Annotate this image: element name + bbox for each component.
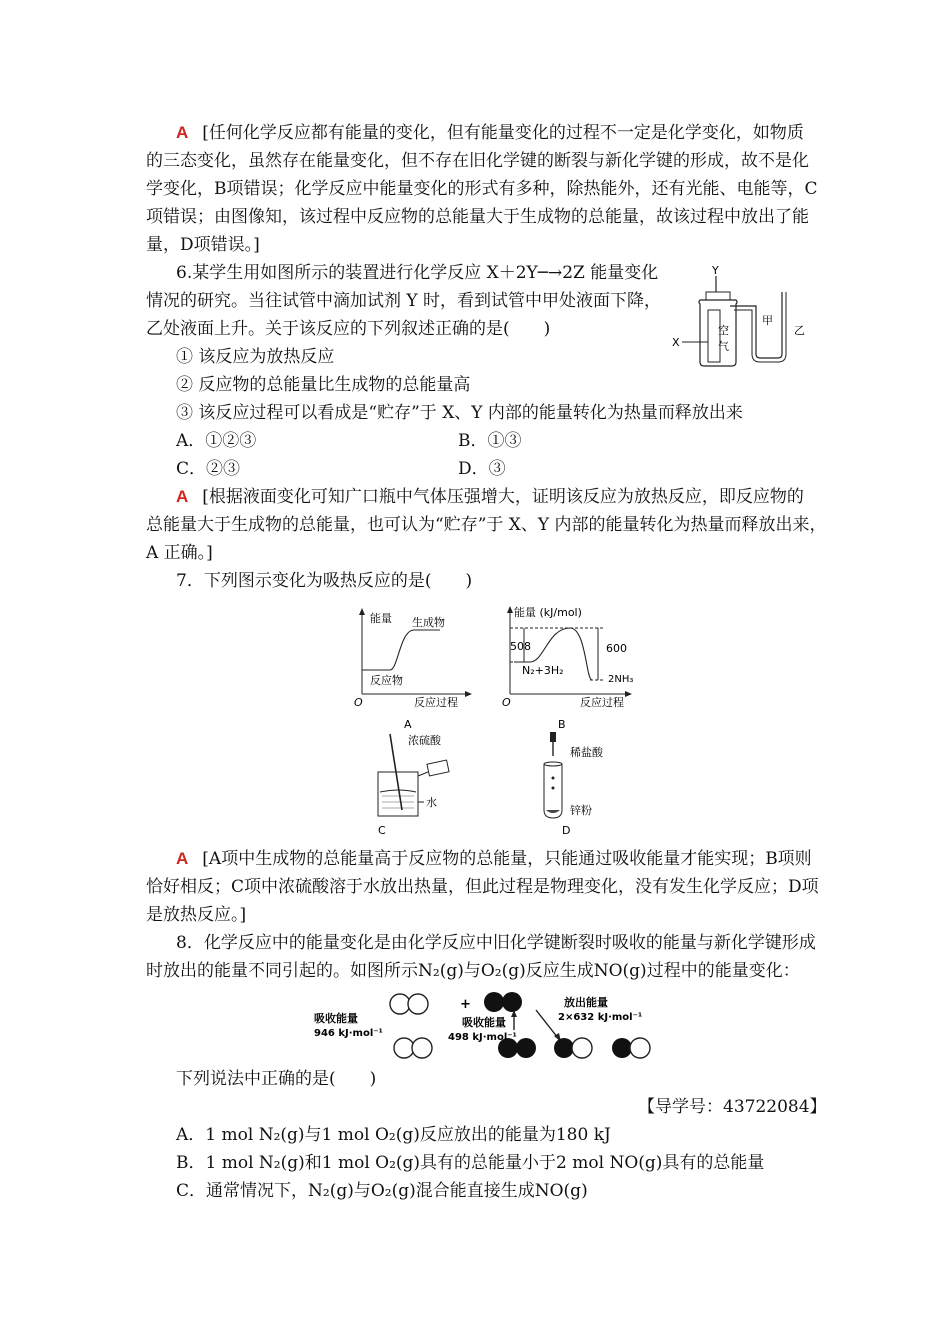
- q5-answer-letter: A: [176, 123, 189, 142]
- q8-question: 下列说法中正确的是( ): [176, 1069, 377, 1089]
- q7d-caption: D: [562, 824, 571, 837]
- q7c-water: 水: [426, 796, 437, 809]
- q7-figure-c: [368, 730, 478, 838]
- q7-figure-d: [540, 730, 640, 838]
- q6-apparatus-figure: [668, 262, 818, 372]
- q7-figure-b: [500, 602, 645, 732]
- q8-absorb1: 吸收能量: [314, 1012, 358, 1025]
- q8-option-b: B．1 mol N₂(g)和1 mol O₂(g)具有的总能量小于2 mol NO(g)具有的总能量: [176, 1153, 765, 1173]
- q8-guide-number: 【导学号：43722084】: [638, 1097, 827, 1117]
- q7a-x-axis: 反应过程: [414, 696, 458, 709]
- q8-stem-line-1: 8．化学反应中的能量变化是由化学反应中旧化学键断裂时吸收的能量与新化学键形成: [176, 933, 816, 953]
- q7-answer-letter: A: [176, 849, 189, 868]
- q7c-caption: C: [378, 824, 386, 837]
- q7d-acid: 稀盐酸: [570, 746, 603, 759]
- q6-fig-jia: 甲: [762, 314, 773, 327]
- q6-statement-1: ① 该反应为放热反应: [176, 347, 335, 367]
- q6-option-b: B．①③: [458, 431, 522, 451]
- q7b-y-axis: 能量 (kJ/mol): [514, 606, 582, 619]
- q7b-origin: O: [502, 696, 511, 709]
- q8-absorb1-val: 946 kJ·mol⁻¹: [314, 1028, 383, 1039]
- q6-fig-x-label: X: [672, 336, 680, 349]
- q6-fig-kong: 空: [718, 324, 729, 337]
- q6-stem-line-1: 6.某学生用如图所示的装置进行化学反应 X＋2Y─→2Z 能量变化: [176, 263, 659, 283]
- q7b-caption: B: [558, 718, 566, 731]
- q8-plus: +: [460, 997, 471, 1012]
- q6-answer-line-2: 总能量大于生成物的总能量，也可认为“贮存”于 X、Y 内部的能量转化为热量而释放出来，: [146, 515, 827, 535]
- q5-answer-line-1: [176, 122, 804, 144]
- q7b-reactant: N₂+3H₂: [522, 664, 564, 677]
- q6-answer-line-3: A 正确。]: [146, 543, 213, 563]
- q6-stem-line-3: 乙处液面上升。关于该反应的下列叙述正确的是( ): [146, 319, 551, 339]
- q6-fig-yi: 乙: [794, 324, 805, 337]
- q7-stem: 7．下列图示变化为吸热反应的是( ): [176, 571, 473, 591]
- q6-option-c: C．②③: [176, 459, 241, 479]
- q6-fig-qi: 气: [718, 340, 729, 353]
- q6-option-d: D．③: [458, 459, 506, 479]
- q7-figure-a: [352, 606, 482, 731]
- q7c-acid: 浓硫酸: [408, 734, 441, 747]
- q6-fig-y-label: Y: [712, 264, 719, 277]
- q7-answer-line-2: 恰好相反；C项中浓硫酸溶于水放出热量，但此过程是物理变化，没有发生化学反应；D项: [146, 877, 819, 897]
- q8-absorb2-val: 498 kJ·mol⁻¹: [448, 1032, 517, 1043]
- q6-stem-line-2: 情况的研究。当往试管中滴加试剂 Y 时，看到试管中甲处液面下降，: [146, 291, 662, 311]
- q7b-x-axis: 反应过程: [580, 696, 624, 709]
- q6-option-a: A．①②③: [176, 431, 257, 451]
- q5-answer-line-5: 量，D项错误。]: [146, 235, 260, 255]
- q8-absorb2: 吸收能量: [462, 1016, 506, 1029]
- q8-bond-energy-figure: [314, 986, 664, 1062]
- q6-statement-2: ② 反应物的总能量比生成物的总能量高: [176, 375, 471, 395]
- q7b-508: 508: [510, 640, 531, 653]
- q8-release: 放出能量: [564, 996, 608, 1009]
- q7a-reactant: 反应物: [370, 674, 403, 687]
- q7-answer-line-1: [176, 848, 812, 870]
- q5-answer-text-1: [任何化学反应都有能量的变化，但有能量变化的过程不一定是化学变化，如物质: [202, 123, 804, 143]
- q6-answer-letter: A: [176, 487, 189, 506]
- q7-answer-text-1: [A项中生成物的总能量高于反应物的总能量，只能通过吸收能量才能实现；B项则: [202, 849, 812, 869]
- q7a-origin: O: [354, 696, 363, 709]
- q7a-caption: A: [404, 718, 412, 731]
- q7d-zinc: 锌粉: [570, 804, 592, 817]
- q8-option-a: A．1 mol N₂(g)与1 mol O₂(g)反应放出的能量为180 kJ: [176, 1125, 611, 1145]
- q7-answer-line-3: 是放热反应。]: [146, 905, 247, 925]
- q6-answer-line-1: [176, 486, 804, 508]
- q8-release-val: 2×632 kJ·mol⁻¹: [558, 1012, 643, 1023]
- q5-answer-line-2: 的三态变化，虽然存在能量变化，但不存在旧化学键的断裂与新化学键的形成，故不是化: [146, 151, 809, 171]
- q8-option-c: C．通常情况下，N₂(g)与O₂(g)混合能直接生成NO(g): [176, 1181, 588, 1201]
- q6-statement-3: ③ 该反应过程可以看成是“贮存”于 X、Y 内部的能量转化为热量而释放出来: [176, 403, 743, 423]
- q7b-product: 2NH₃: [608, 674, 634, 685]
- q6-answer-text-1: [根据液面变化可知广口瓶中气体压强增大，证明该反应为放热反应，即反应物的: [202, 487, 804, 507]
- q7b-600: 600: [606, 642, 627, 655]
- q7a-product: 生成物: [412, 616, 445, 629]
- q5-answer-line-4: 项错误；由图像知，该过程中反应物的总能量大于生成物的总能量，故该过程中放出了能: [146, 207, 809, 227]
- q8-stem-line-2: 时放出的能量不同引起的。如图所示N₂(g)与O₂(g)反应生成NO(g)过程中的能量变化：: [146, 961, 800, 981]
- q5-answer-line-3: 学变化，B项错误；化学反应中能量变化的形式有多种，除热能外，还有光能、电能等，C: [146, 179, 818, 199]
- q7a-y-axis: 能量: [370, 612, 392, 625]
